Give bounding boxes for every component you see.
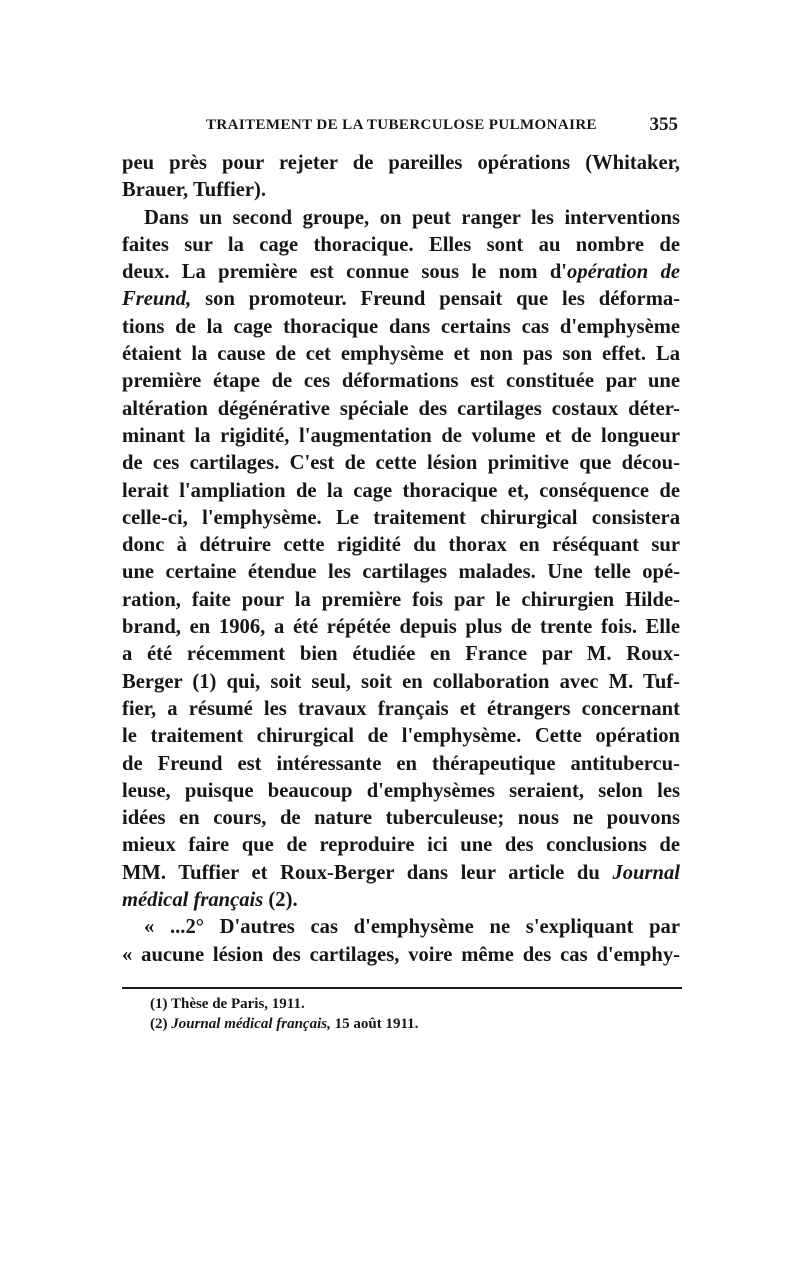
footnote (150, 1014, 670, 1034)
text-run: mieux faire que de reproduire ici une des conclusions de (122, 834, 680, 857)
text-run: tions de la cage thoracique dans certains cas d'emphysème (122, 315, 680, 338)
text-run: idées en cours, de nature tuberculeuse; nous ne pouvons (122, 807, 680, 830)
text-run: « ...2° D'autres cas d'emphysème ne s'expliquant par (144, 916, 680, 939)
text-run: étaient la cause de cet emphysème et non pas son effet. La (122, 343, 680, 366)
italic-run: opération de (567, 261, 681, 284)
footnote-separator (122, 987, 682, 989)
text-line (122, 559, 680, 586)
italic-run: médical français (122, 889, 264, 912)
text-line (122, 478, 680, 505)
text-run: première étape de ces déformations est constituée par une (122, 370, 680, 393)
text-run: son promoteur. Freund pensait que les déforma- (191, 288, 680, 311)
text-run: (2). (263, 889, 298, 912)
running-head: TRAITEMENT DE LA TUBERCULOSE PULMONAIRE (206, 117, 597, 133)
text-run: leuse, puisque beaucoup d'emphysèmes seraient, selon les (122, 779, 680, 802)
text-run: MM. Tuffier et Roux-Berger dans leur article du (122, 861, 613, 884)
text-run: de ces cartilages. C'est de cette lésion primitive que décou- (122, 452, 680, 475)
text-line (122, 614, 680, 641)
page-header (122, 114, 682, 140)
text-line (122, 778, 680, 805)
text-line (122, 723, 680, 750)
text-run: de Freund est intéressante en thérapeutique antitubercu- (122, 752, 680, 775)
text-line (122, 232, 680, 259)
text-line (122, 532, 680, 559)
text-line (122, 205, 680, 232)
text-run: Berger (1) qui, soit seul, soit en collaboration avec M. Tuf- (122, 670, 680, 693)
text-run: celle-ci, l'emphysème. Le traitement chirurgical consistera (122, 506, 680, 529)
footnote (150, 994, 670, 1014)
italic-run: Journal (612, 861, 680, 884)
text-line (122, 860, 680, 887)
text-line (122, 314, 680, 341)
text-run: une certaine étendue les cartilages malades. Une telle opé- (122, 561, 680, 584)
text-line (122, 450, 680, 477)
text-run: faites sur la cage thoracique. Elles sont au nombre de (122, 233, 680, 256)
text-run: altération dégénérative spéciale des cartilages costaux déter- (122, 397, 680, 420)
text-run: brand, en 1906, a été répétée depuis plus de trente fois. Elle (122, 616, 680, 639)
italic-run: Freund, (122, 288, 192, 311)
text-line (122, 696, 680, 723)
text-run: ration, faite pour la première fois par le chirurgien Hilde- (122, 588, 680, 611)
text-line (122, 914, 680, 941)
text-line (122, 505, 680, 532)
text-run: deux. La première est connue sous le nom d' (122, 261, 568, 284)
text-line (122, 641, 680, 668)
text-run: Brauer, Tuffier). (122, 179, 266, 202)
text-line (122, 396, 680, 423)
text-run: lerait l'ampliation de la cage thoracique et, conséquence de (122, 479, 680, 502)
text-line (122, 832, 680, 859)
text-run: minant la rigidité, l'augmentation de volume et de longueur (122, 424, 680, 447)
text-run: a été récemment bien étudiée en France par M. Roux- (122, 643, 680, 666)
text-line (122, 423, 680, 450)
text-run: Dans un second groupe, on peut ranger les interventions (144, 206, 680, 229)
text-run: peu près pour rejeter de pareilles opérations (Whitaker, (122, 152, 680, 174)
text-line (122, 587, 680, 614)
text-line (122, 368, 680, 395)
text-line (122, 286, 680, 313)
text-line (122, 177, 680, 204)
text-line (122, 150, 680, 177)
text-line (122, 805, 680, 832)
text-run: le traitement chirurgical de l'emphysème. Cette opération (122, 725, 680, 748)
text-line (122, 942, 680, 969)
text-run: « aucune lésion des cartilages, voire même des cas d'emphy- (122, 943, 680, 966)
text-line (122, 669, 680, 696)
text-line (122, 259, 680, 286)
footnote-italic: Journal médical français, (171, 1016, 331, 1032)
text-line (122, 751, 680, 778)
footnotes (150, 994, 670, 1034)
body-text (122, 150, 680, 969)
page-number: 355 (649, 114, 678, 135)
footnote-text: (2) (150, 1016, 172, 1032)
text-run: donc à détruire cette rigidité du thorax en réséquant sur (122, 534, 680, 557)
footnote-text: (1) Thèse de Paris, 1911. (150, 996, 305, 1012)
text-line (122, 887, 680, 914)
text-run: fier, a résumé les travaux français et étrangers concernant (122, 697, 680, 720)
text-line (122, 341, 680, 368)
footnote-text: 15 août 1911. (330, 1016, 419, 1032)
